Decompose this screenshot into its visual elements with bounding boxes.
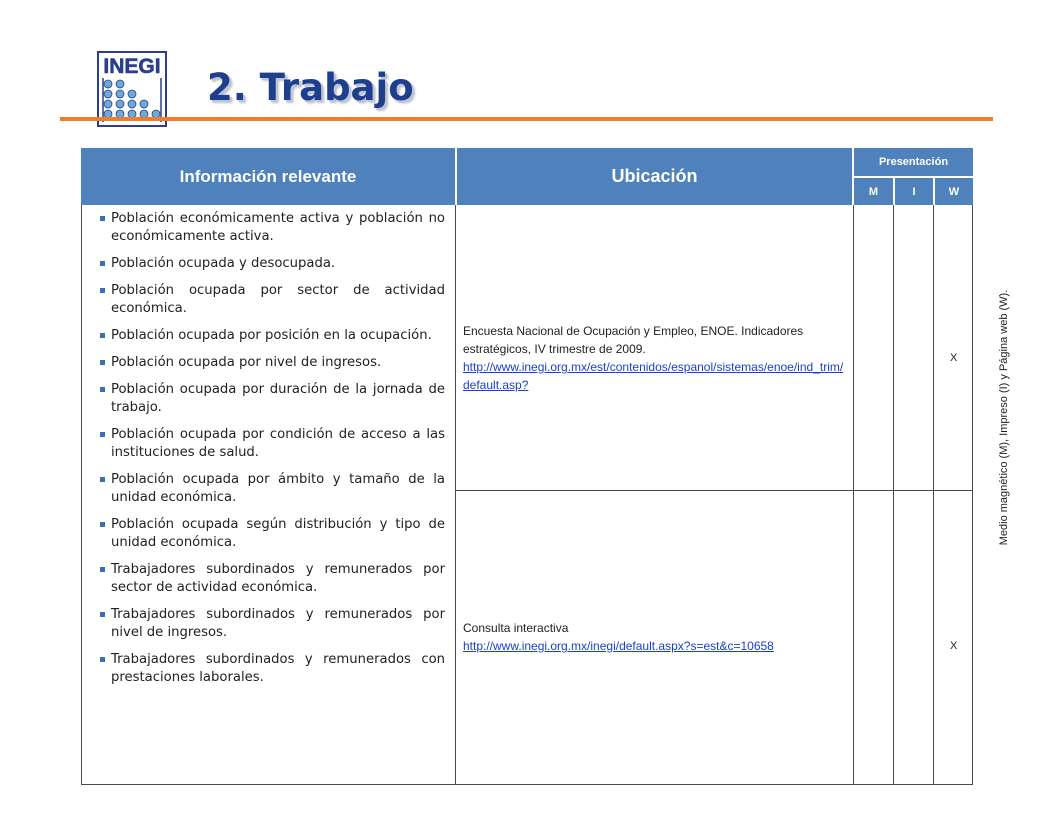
bullet-icon: [100, 522, 105, 527]
list-item: Población ocupada y desocupada.: [100, 255, 445, 273]
bullet-icon: [100, 288, 105, 293]
page-title: 2. Trabajo: [207, 66, 414, 109]
ubicacion-consulta: [463, 619, 849, 655]
list-item: Población ocupada por ámbito y tamaño de la unidad económica.: [100, 471, 445, 507]
column-header-i: I: [895, 178, 933, 205]
column-header-m: M: [854, 178, 893, 205]
grid-line: [455, 490, 973, 491]
list-item: Población ocupada según distribución y tipo de unidad económica.: [100, 516, 445, 552]
svg-text:INEGI: INEGI: [103, 55, 161, 78]
info-table: [81, 148, 973, 785]
list-item: Población ocupada por duración de la jornada de trabajo.: [100, 381, 445, 417]
bullet-icon: [100, 216, 105, 221]
grid-line: [893, 205, 894, 785]
bullet-icon: [100, 360, 105, 365]
list-item: Trabajadores subordinados y remunerados con prestaciones laborales.: [100, 651, 445, 687]
bullet-icon: [100, 387, 105, 392]
grid-line: [972, 205, 973, 785]
grid-line: [455, 205, 456, 785]
ubicacion-text: Consulta interactiva: [463, 621, 569, 635]
presentacion-w-mark: X: [950, 352, 958, 364]
grid-line: [853, 205, 854, 785]
ubicacion-text: Encuesta Nacional de Ocupación y Empleo, ENOE. Indicadores estratégicos, IV trimestre de 2009.: [463, 324, 804, 356]
list-item: Población ocupada por posición en la ocupación.: [100, 327, 445, 345]
ubicacion-enoe: [463, 322, 849, 394]
indicator-list: [100, 210, 445, 696]
bullet-icon: [100, 432, 105, 437]
consulta-link[interactable]: http://www.inegi.org.mx/inegi/default.aspx?s=est&c=10658: [463, 639, 774, 653]
header-rule: [60, 117, 993, 121]
bullet-icon: [100, 477, 105, 482]
list-item: Trabajadores subordinados y remunerados por nivel de ingresos.: [100, 606, 445, 642]
grid-line: [81, 784, 973, 785]
bullet-icon: [100, 261, 105, 266]
column-header-ubicacion: Ubicación: [457, 148, 852, 205]
bullet-icon: [100, 567, 105, 572]
list-item: Trabajadores subordinados y remunerados por sector de actividad económica.: [100, 561, 445, 597]
bullet-icon: [100, 612, 105, 617]
list-item: Población ocupada por sector de actividad económica.: [100, 282, 445, 318]
bullet-icon: [100, 333, 105, 338]
grid-line: [933, 205, 934, 785]
list-item: Población ocupada por nivel de ingresos.: [100, 354, 445, 372]
column-header-presentacion: Presentación: [854, 148, 973, 176]
presentacion-w-mark: X: [950, 640, 958, 652]
column-header-w: W: [935, 178, 973, 205]
grid-line: [81, 205, 82, 785]
presentation-legend: Medio magnético (M), Impreso (I) y Página web (W).: [998, 289, 1010, 546]
column-header-info: Información relevante: [81, 148, 455, 205]
list-item: Población económicamente activa y población no económicamente activa.: [100, 210, 445, 246]
enoe-link[interactable]: http://www.inegi.org.mx/est/contenidos/espanol/sistemas/enoe/ind_trim/default.asp?: [463, 360, 844, 392]
bullet-icon: [100, 657, 105, 662]
list-item: Población ocupada por condición de acceso a las instituciones de salud.: [100, 426, 445, 462]
